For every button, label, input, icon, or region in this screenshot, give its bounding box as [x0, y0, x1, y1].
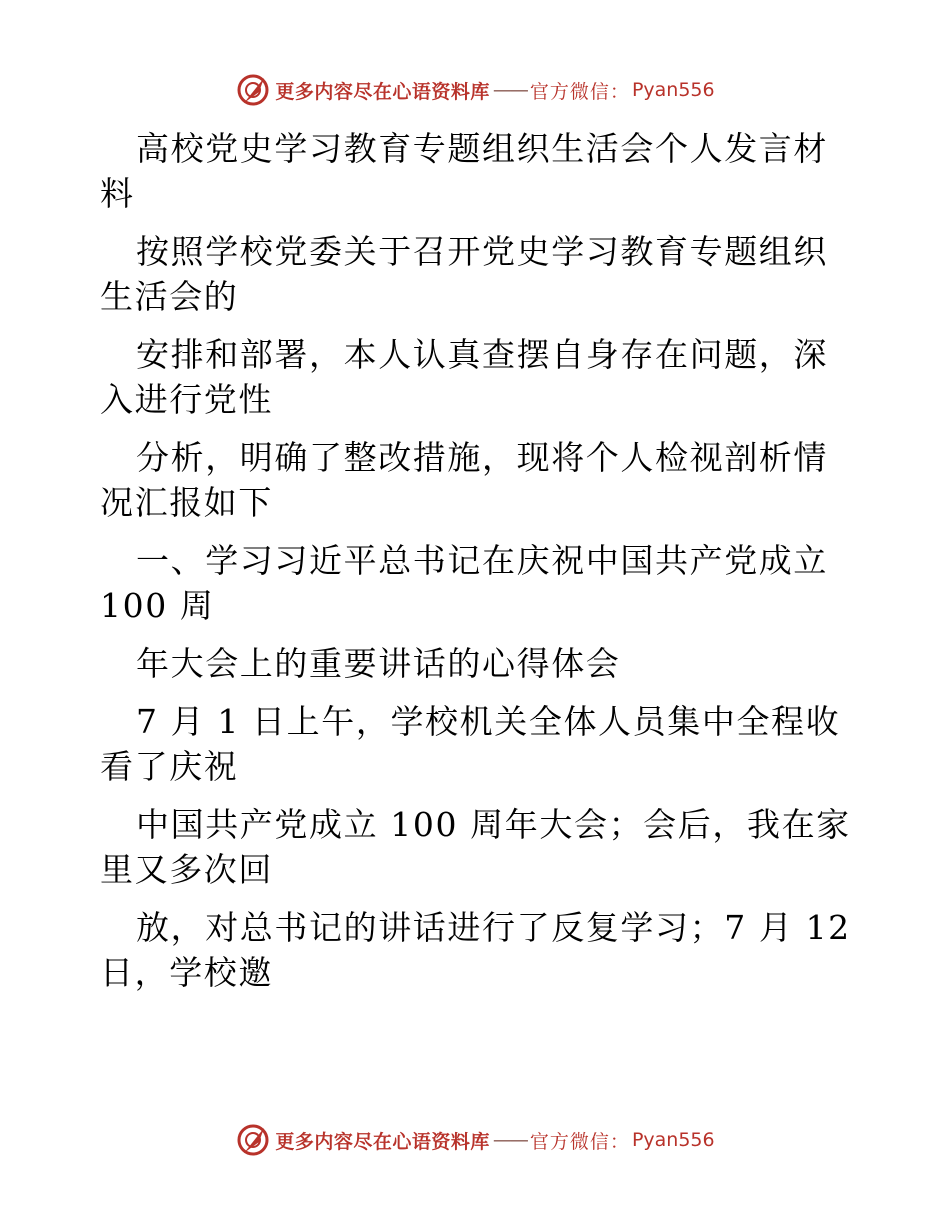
header-watermark	[0, 70, 950, 110]
watermark-dash: ——	[492, 79, 527, 101]
paragraph: 安排和部署，本人认真查摆自身存在问题，深入进行党性	[100, 335, 828, 419]
paragraph: 中国共产党成立 100 周年大会；会后，我在家里又多次回	[100, 805, 851, 889]
watermark-wechat-label: 官方微信：	[529, 1130, 630, 1153]
footer-watermark	[0, 1120, 950, 1160]
document-title: 高校党史学习教育专题组织生活会个人发言材料	[100, 129, 828, 213]
paragraph: 7 月 1 日上午，学校机关全体人员集中全程收看了庆祝	[100, 702, 841, 786]
paragraph: 年大会上的重要讲话的心得体会	[136, 644, 621, 683]
watermark-main-text: 更多内容尽在心语资料库	[275, 1130, 490, 1153]
paragraph: 分析，明确了整改措施，现将个人检视剖析情况汇报如下	[100, 438, 828, 522]
watermark-main-text: 更多内容尽在心语资料库	[275, 80, 490, 103]
paragraph: 放，对总书记的讲话进行了反复学习；7 月 12 日，学校邀	[100, 908, 851, 992]
paragraph: 按照学校党委关于召开党史学习教育专题组织生活会的	[100, 232, 828, 316]
watermark-wechat-id: Pyan556	[631, 79, 715, 101]
watermark-dash: ——	[492, 1129, 527, 1151]
watermark-wechat-label: 官方微信：	[529, 80, 630, 103]
section-heading: 一、学习习近平总书记在庆祝中国共产党成立 100 周	[100, 541, 828, 625]
document-body	[100, 126, 860, 1008]
quill-logo-icon	[235, 72, 271, 108]
watermark-wechat-id: Pyan556	[631, 1129, 715, 1151]
quill-logo-icon	[235, 1122, 271, 1158]
